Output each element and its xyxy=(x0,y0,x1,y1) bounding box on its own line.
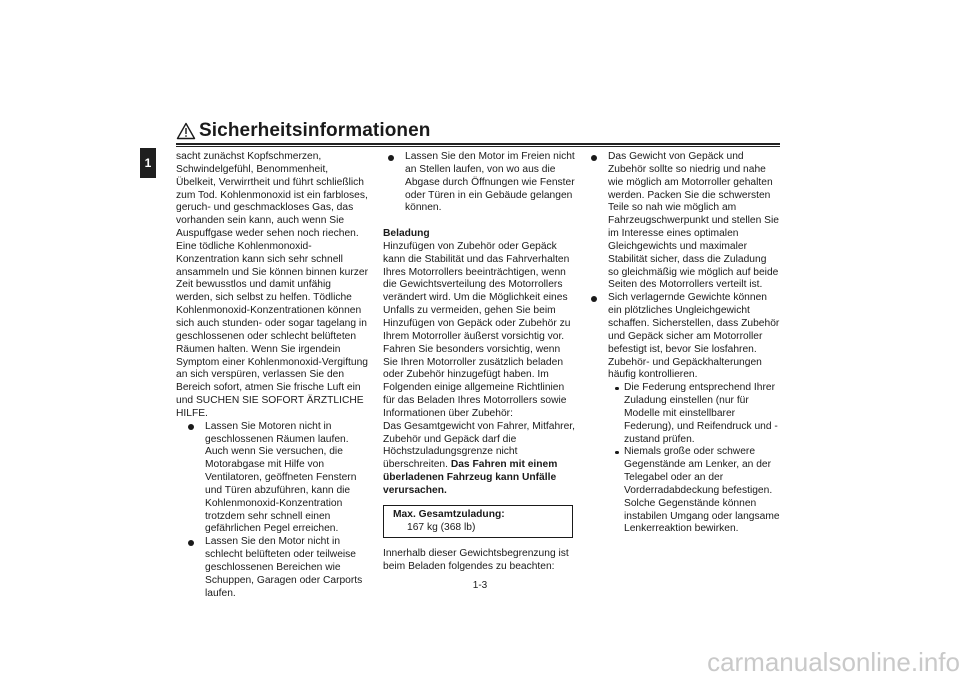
column-middle xyxy=(383,151,577,574)
paragraph-text: Das Gesamtgewicht von Fahrer, Mitfahrer, Zubehör und Gepäck darf die Höchstzuladungsgrenze nicht überschreiten. xyxy=(383,420,575,471)
column-left xyxy=(176,151,370,601)
paragraph xyxy=(383,421,577,498)
list-item: Sich verlagernde Gewichte können ein plötzliches Ungleichgewicht schaffen. Sicherstellen, dass Zubehör und Gepäck sicher am Motorroller befestigt ist, bevor Sie losfahren. Zubehör- und Gepäckhalterungen häufig kontrollieren. xyxy=(586,292,780,382)
spec-label: Max. Gesamtzuladung: xyxy=(393,508,505,520)
list-item: Lassen Sie Motoren nicht in geschlossenen Räumen laufen. Auch wenn Sie versuchen, die Motorabgase mit Hilfe von Ventilatoren, geöffneten Fenstern und Türen abzuführen, kann die Kohlenmonoxid-Konzentration trotzdem sehr schnell einen gefährlichen Pegel erreichen. xyxy=(176,421,370,537)
section-heading: Beladung xyxy=(383,228,430,240)
column-right xyxy=(586,151,780,536)
spacer xyxy=(383,215,577,228)
paragraph: sacht zunächst Kopfschmerzen, Schwindelgefühl, Benommenheit, Übelkeit, Verwirrtheit und führt schließlich zum Tod. Kohlenmonoxid ist ein farbloses, geruch- und geschmackloses Gas, das vorhanden sein kann, auch wenn Sie Auspuffgase weder sehen noch riechen. Eine tödliche Kohlenmonoxid-Konzentration kann sich sehr schnell ansammeln und Sie können binnen kurzer Zeit bewusstlos und damit unfähig werden, sich selbst zu helfen. Tödliche Kohlenmonoxid-Konzentrationen können sich auch stunden- oder sogar tagelang in geschlossenen oder schlecht belüfteten Räumen halten. Wenn Sie irgendein Symptom einer Kohlenmonoxid-Vergiftung an sich verspüren, verlassen Sie den Bereich sofort, atmen Sie frische Luft ein und SUCHEN SIE SOFORT ÄRZTLICHE HILFE. xyxy=(176,151,369,419)
list-item: Das Gewicht von Gepäck und Zubehör sollte so niedrig und nahe wie möglich am Motorroller gehalten werden. Packen Sie die schwersten Teile so nah wie möglich am Fahrzeugschwerpunkt und stellen Sie im Interesse eines optimalen Gleichgewichts und maximaler Stabilität sicher, dass die Zuladung so gleichmäßig wie möglich auf beide Seiten des Motorrollers verteilt ist. xyxy=(586,151,780,292)
paragraph: Innerhalb dieser Gewichtsbegrenzung ist beim Beladen folgendes zu beachten: xyxy=(383,548,569,573)
spec-box xyxy=(383,505,573,539)
header-rule xyxy=(176,146,780,147)
sub-list-item: Niemals große oder schwere Gegenstände am Lenker, an der Telegabel oder an der Vorderradabdeckung befestigen. Solche Gegenstände können instabilen Umgang oder langsame Lenkerreaktion bewirken. xyxy=(586,446,780,536)
list-item: Lassen Sie den Motor nicht in schlecht belüfteten oder teilweise geschlossenen Bereichen wie Schuppen, Garagen oder Carports laufen. xyxy=(176,536,370,600)
warning-triangle-icon xyxy=(176,122,196,140)
page-header xyxy=(176,119,780,143)
page-number: 1-3 xyxy=(472,580,488,591)
spec-value: 167 kg (368 lb) xyxy=(407,521,476,533)
watermark: carmanualsonline.info xyxy=(707,647,960,677)
header-rule xyxy=(176,143,780,145)
page-title: Sicherheitsinformationen xyxy=(199,120,431,141)
list-item: Lassen Sie den Motor im Freien nicht an Stellen laufen, von wo aus die Abgase durch Öffnungen wie Fenster oder Türen in ein Gebäude gelangen können. xyxy=(383,151,577,215)
paragraph: Hinzufügen von Zubehör oder Gepäck kann die Stabilität und das Fahrverhalten Ihres Motorrollers beeinträchtigen, wenn die Gewichtsverteilung des Motorrollers verändert wird. Um die Möglichkeit eines Unfalls zu vermeiden, gehen Sie beim Hinzufügen von Gepäck oder Zubehör zu Ihrem Motorroller äußerst vorsichtig vor. Fahren Sie besonders vorsichtig, wenn Sie Ihren Motorroller zusätzlich beladen oder Zubehör hinzugefügt haben. Im Folgenden einige allgemeine Richtlinien für das Beladen Ihres Motorrollers sowie Informationen über Zubehör: xyxy=(383,240,571,419)
warning-text: Das Fahren mit einem überladenen Fahrzeug kann Unfälle verursachen. xyxy=(383,459,558,496)
sub-list-item: Die Federung entsprechend Ihrer Zuladung einstellen (nur für Modelle mit einstellbarer Federung), und Reifendruck und -zustand prüfen. xyxy=(586,382,780,446)
chapter-tab: 1 xyxy=(140,148,156,178)
